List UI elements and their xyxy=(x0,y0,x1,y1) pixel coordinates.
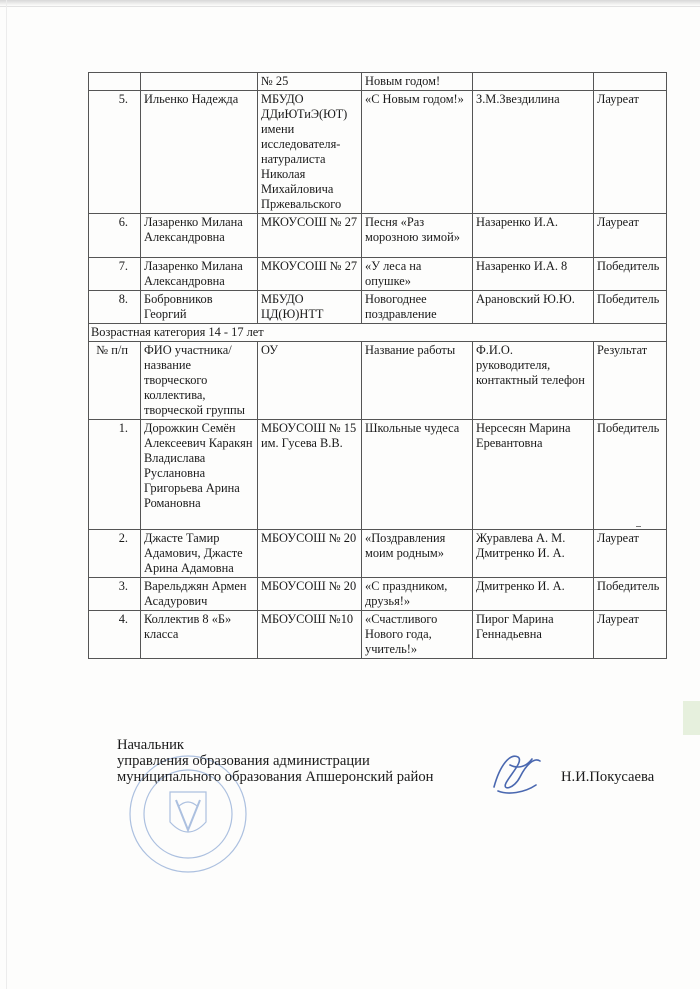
work-title-cell: «Счастливого Нового года, учитель!» xyxy=(362,611,473,659)
participant-cell: Лазаренко Милана Александровна xyxy=(141,214,258,258)
signature-department: управления образования администрации xyxy=(117,753,370,769)
participant-cell: Коллектив 8 «Б» класса xyxy=(141,611,258,659)
table-row xyxy=(89,91,667,214)
result-cell: Победитель xyxy=(594,258,667,291)
result-cell: Результат xyxy=(594,342,667,420)
signature-scribble xyxy=(480,745,550,800)
number-cell: 2. xyxy=(89,530,141,578)
table-row xyxy=(89,578,667,611)
table-row xyxy=(89,530,667,578)
work-title-cell: «У леса на опушке» xyxy=(362,258,473,291)
result-cell: Победитель xyxy=(594,291,667,324)
result-cell: Лауреат xyxy=(594,91,667,214)
table-row xyxy=(89,291,667,324)
supervisor-cell: Назаренко И.А. xyxy=(473,214,594,258)
signature-position: Начальник xyxy=(117,737,185,753)
school-cell: МБОУСОШ № 20 xyxy=(258,530,362,578)
work-title-cell: «С Новым годом!» xyxy=(362,91,473,214)
result-cell: Победитель xyxy=(594,578,667,611)
supervisor-cell xyxy=(473,73,594,91)
work-title-cell: Новым годом! xyxy=(362,73,473,91)
supervisor-cell: Дмитренко И. А. xyxy=(473,578,594,611)
school-cell: МБУДО ДДиЮТиЭ(ЮТ) имени исследователя-натуралиста Николая Михайловича Пржевальского xyxy=(258,91,362,214)
number-cell: 5. xyxy=(89,91,141,214)
supervisor-cell: Арановский Ю.Ю. xyxy=(473,291,594,324)
number-cell: 8. xyxy=(89,291,141,324)
school-cell: МКОУСОШ № 27 xyxy=(258,214,362,258)
participant-cell: Варельджян Армен Асадурович xyxy=(141,578,258,611)
supervisor-cell: Пирог Марина Геннадьевна xyxy=(473,611,594,659)
table-row xyxy=(89,342,667,420)
signature-municipality: муниципального образования Апшеронский район xyxy=(117,769,434,785)
result-cell: Лауреат xyxy=(594,530,667,578)
category-row xyxy=(89,324,667,342)
supervisor-cell: Ф.И.О. руководителя, контактный телефон xyxy=(473,342,594,420)
supervisor-cell: Нерсесян Марина Еревантовна xyxy=(473,420,594,530)
scan-left-edge xyxy=(6,0,7,989)
participant-cell xyxy=(141,73,258,91)
table-row xyxy=(89,258,667,291)
work-title-cell: Школьные чудеса xyxy=(362,420,473,530)
table-row xyxy=(89,420,667,530)
scan-edge-tab xyxy=(683,701,700,735)
school-cell: МБОУСОШ № 15 им. Гусева В.В. xyxy=(258,420,362,530)
school-cell: МБУДО ЦД(Ю)НТТ xyxy=(258,291,362,324)
result-cell: Победитель xyxy=(594,420,667,530)
work-title-cell: «С праздником, друзья!» xyxy=(362,578,473,611)
number-cell: 1. xyxy=(89,420,141,530)
number-cell xyxy=(89,73,141,91)
table-row xyxy=(89,611,667,659)
school-cell: ОУ xyxy=(258,342,362,420)
result-cell: Лауреат xyxy=(594,214,667,258)
number-cell: 6. xyxy=(89,214,141,258)
signatory-name: Н.И.Покусаева xyxy=(561,769,655,785)
participant-cell: Дорожкин Семён Алексеевич Каракян Владислава Руслановна Григорьева Арина Романовна xyxy=(141,420,258,530)
work-title-cell: «Поздравления моим родным» xyxy=(362,530,473,578)
school-cell: МБОУСОШ №10 xyxy=(258,611,362,659)
participant-cell: ФИО участника/ название творческого коллектива, творческой группы xyxy=(141,342,258,420)
stray-mark xyxy=(636,526,641,527)
results-table xyxy=(88,72,667,659)
supervisor-cell: Журавлева А. М. Дмитренко И. А. xyxy=(473,530,594,578)
work-title-cell: Новогоднее поздравление xyxy=(362,291,473,324)
result-cell: Лауреат xyxy=(594,611,667,659)
signature-block xyxy=(117,737,433,785)
participant-cell: Бобровников Георгий xyxy=(141,291,258,324)
school-cell: № 25 xyxy=(258,73,362,91)
number-cell: 3. xyxy=(89,578,141,611)
result-cell xyxy=(594,73,667,91)
participant-cell: Джасте Тамир Адамович, Джасте Арина Адамовна xyxy=(141,530,258,578)
school-cell: МБОУСОШ № 20 xyxy=(258,578,362,611)
participant-cell: Лазаренко Милана Александровна xyxy=(141,258,258,291)
table-row xyxy=(89,73,667,91)
number-cell: 7. xyxy=(89,258,141,291)
supervisor-cell: Назаренко И.А. 8 xyxy=(473,258,594,291)
work-title-cell: Песня «Раз морозною зимой» xyxy=(362,214,473,258)
work-title-cell: Название работы xyxy=(362,342,473,420)
number-cell: 4. xyxy=(89,611,141,659)
table-row xyxy=(89,214,667,258)
scan-top-line xyxy=(0,6,700,7)
number-cell: № п/п xyxy=(89,342,141,420)
category-label: Возрастная категория 14 - 17 лет xyxy=(89,324,667,342)
participant-cell: Ильенко Надежда xyxy=(141,91,258,214)
school-cell: МКОУСОШ № 27 xyxy=(258,258,362,291)
supervisor-cell: З.М.Звездилина xyxy=(473,91,594,214)
